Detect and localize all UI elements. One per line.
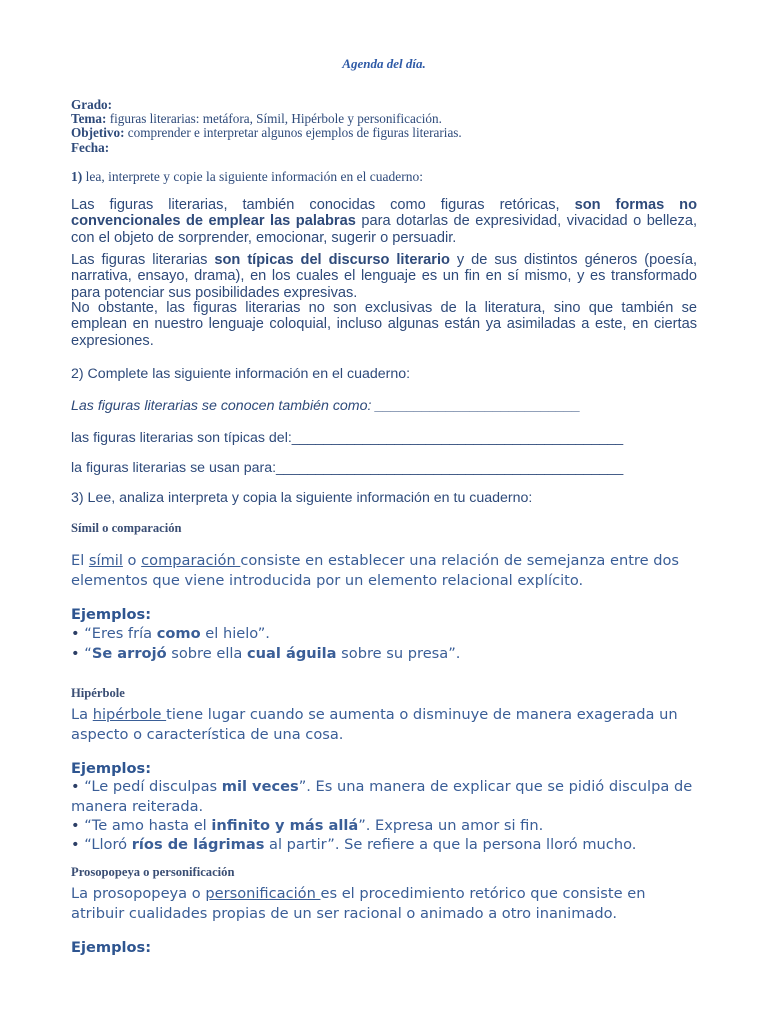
fecha-line: Fecha: [71,139,110,155]
paragraph-2: Las figuras literarias son típicas del discurso literario y de sus distintos géneros (poesía, narrativa, ensayo, drama), en los cuales el lenguaje es un fin en sí mismo, y es transformado para potenciar sus posibilidades expresivas. [71,252,698,301]
hiperbole-example-1: • “Le pedí disculpas mil veces”. Es una manera de explicar que se pidió disculpa de manera reiterada. [71,777,697,816]
simil-definition: El símil o comparación consiste en establecer una relación de semejanza entre dos elementos que viene introducida por un elemento relacional explícito. [71,552,680,589]
simil-heading: Símil o comparación [71,521,182,535]
prosopopeya-heading: Prosopopeya o personificación [71,865,235,879]
question-1: Las figuras literarias se conocen también como: __________________________ [71,398,581,414]
hiperbole-example-3: • “Lloró ríos de lágrimas al partir”. Se refiere a que la persona lloró mucho. [71,835,697,855]
simil-example-1: • “Eres fría como el hielo”. [71,624,697,644]
tema-line: Tema: figuras literarias: metáfora, Símil, Hipérbole y personificación. [71,111,442,127]
header-info [71,98,697,155]
grado-line: Grado: [71,97,113,112]
question-2: las figuras literarias son típicas del:__________________________________________ [71,430,624,446]
simil-example-2: • “Se arrojó sobre ella cual águila sobre su presa”. [71,644,697,664]
hiperbole-heading: Hipérbole [71,686,125,700]
paragraph-1: Las figuras literarias, también conocidas como figuras retóricas, son formas no convencionales de emplear las palabras para dotarlas de expresividad, vivacidad o belleza, con el objeto de sorprender, emocionar, sugerir o persuadir. [71,197,698,246]
simil-ejemplos-heading: Ejemplos: [71,606,152,623]
objetivo-line: Objetivo: comprender e interpretar algunos ejemplos de figuras literarias. [71,125,462,141]
task-1: 1) lea, interprete y copie la siguiente información en el cuaderno: [71,169,423,184]
hiperbole-ejemplos-heading: Ejemplos: [71,760,152,777]
question-3: la figuras literarias se usan para:____________________________________________ [71,460,624,476]
prosopopeya-ejemplos-heading: Ejemplos: [71,939,152,956]
task-3: 3) Lee, analiza interpreta y copia la siguiente información en tu cuaderno: [71,490,533,506]
page-title: Agenda del día. [342,56,426,71]
hiperbole-example-2: • “Te amo hasta el infinito y más allá”. Expresa un amor si fin. [71,816,697,836]
paragraph-3: No obstante, las figuras literarias no son exclusivas de la literatura, sino que también se emplean en nuestro lenguaje coloquial, incluso algunas están ya asimiladas a este, en ciertas expresiones. [71,300,697,349]
hiperbole-definition: La hipérbole tiene lugar cuando se aumenta o disminuye de manera exagerada un aspecto o característica de una cosa. [71,706,678,743]
task-2: 2) Complete las siguiente información en el cuaderno: [71,366,411,382]
prosopopeya-definition: La prosopopeya o personificación es el procedimiento retórico que consiste en atribuir cualidades propias de un ser racional o animado a otro inanimado. [71,885,646,922]
